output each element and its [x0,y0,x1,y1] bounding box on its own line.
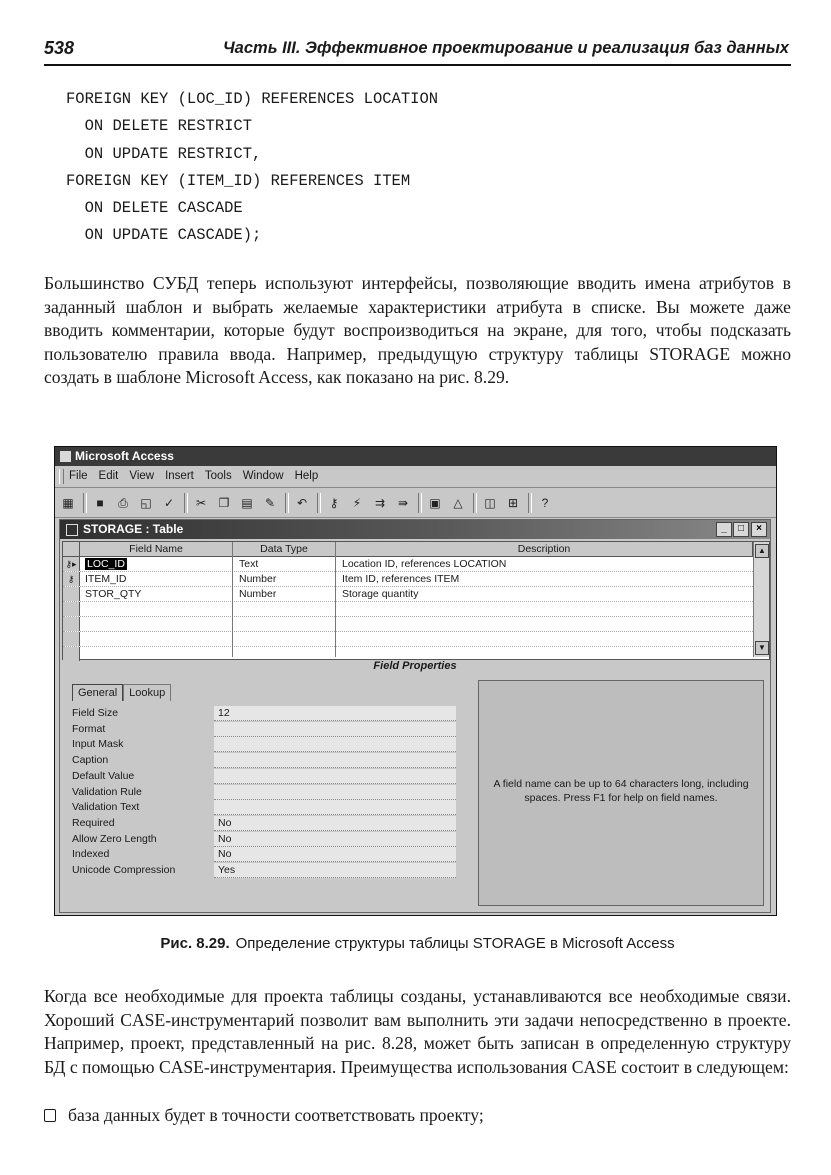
caption-label: Рис. 8.29. [160,935,230,952]
field-name-cell[interactable]: LOC_ID [87,558,125,570]
design-titlebar [60,520,770,539]
maximize-button[interactable]: □ [733,522,749,537]
sql-code-block [66,86,438,250]
paste-icon[interactable]: ▤ [241,495,253,510]
build-icon[interactable]: △ [453,495,463,510]
property-value[interactable]: Yes [214,863,456,878]
table-design-window [59,519,771,913]
checkbox-bullet-icon [44,1109,56,1122]
undo-icon[interactable]: ↶ [296,495,308,510]
table-icon [66,524,78,536]
row-selector [63,602,80,616]
app-titlebar [55,447,776,466]
copy-icon[interactable]: ❐ [218,495,230,510]
data-type-cell[interactable]: Number [239,573,277,585]
menu-grip-icon [59,469,64,484]
property-name: Allow Zero Length [72,832,157,845]
property-value[interactable] [214,800,456,815]
access-key-icon [60,451,71,462]
data-type-cell[interactable]: Number [239,588,277,600]
tab-lookup[interactable]: Lookup [123,684,171,701]
code-line: FOREIGN KEY (ITEM_ID) REFERENCES ITEM [66,171,411,190]
code-line: ON DELETE RESTRICT [66,117,253,136]
toolbar-separator [473,493,477,513]
toolbar-separator [184,493,188,513]
print-preview-icon[interactable]: ◱ [140,495,152,510]
property-value[interactable] [214,753,456,768]
code-line: ON UPDATE RESTRICT, [66,144,262,163]
close-button[interactable]: × [751,522,767,537]
field-name-cell[interactable]: ITEM_ID [85,573,127,585]
tab-general[interactable]: General [72,684,123,701]
save-icon[interactable]: ■ [96,495,104,510]
description-cell[interactable]: Item ID, references ITEM [342,573,460,585]
menu-insert[interactable]: Insert [165,470,194,482]
code-line: FOREIGN KEY (LOC_ID) REFERENCES LOCATION [66,90,439,108]
header-data-type: Data Type [233,542,336,557]
empty-row[interactable] [63,632,753,647]
body-paragraph-2: Когда все необходимые для проекта таблицы созданы, устанавливаются все необходимые связи. Хороший CASE-инструментарий позволит вам выполнить эти задачи непосредственно в проекте. Например, проект, представленный на рис. 8.28, может быть записан в определенную структуру БД с помощью CASE-инструментария. Преимущества использования CASE состоит в следующем: [44,986,791,1077]
property-name: Default Value [72,769,135,782]
bullet-text: база данных будет в точности соответствовать проекту; [68,1105,484,1125]
primary-key-icon[interactable]: ⚷ [329,495,339,510]
header-description: Description [336,542,753,557]
row-selector [63,617,80,631]
column-divider [335,542,336,657]
property-name: Input Mask [72,738,124,751]
figure-caption [44,935,791,952]
row-selector [63,647,80,661]
property-row [72,753,462,769]
table-row[interactable] [63,587,753,602]
menu-window[interactable]: Window [242,470,284,482]
property-name: Required [72,816,115,829]
property-value[interactable] [214,769,456,784]
header-field-name: Field Name [80,542,233,557]
property-row [72,800,462,816]
vertical-scrollbar[interactable] [753,542,769,657]
property-value[interactable]: No [214,816,456,831]
field-properties-pane [68,678,468,904]
primary-key-icon: ⚷ [63,572,80,586]
description-cell[interactable]: Location ID, references LOCATION [342,558,507,570]
menu-file[interactable]: File [69,470,88,482]
property-name: Validation Rule [72,785,142,798]
menu-tools[interactable]: Tools [204,470,232,482]
property-row [72,785,462,801]
cut-icon[interactable]: ✂ [195,495,207,510]
minimize-button[interactable]: _ [716,522,732,537]
bullet-item [44,1104,484,1128]
toolbar-separator [317,493,321,513]
property-row [72,863,462,879]
data-type-cell[interactable]: Text [239,558,259,570]
scroll-down-icon[interactable]: ▼ [755,641,769,655]
body-paragraph-1: Большинство СУБД теперь используют интерфейсы, позволяющие вводить имена атрибутов в заданный шаблон и выбрать желаемые характеристики атрибута в списке. Вы можете даже вводить комментарии, которые будут воспроизводиться на экране, для того, чтобы подсказать пользователю правила ввода. Например, предыдущую структуру таблицы STORAGE можно создать в шаблоне Microsoft Access, как показано на рис. 8.29. [44,273,791,387]
toolbar-separator [285,493,289,513]
header-rule [44,64,791,66]
app-title: Microsoft Access [75,449,174,463]
property-row [72,722,462,738]
database-window-icon[interactable]: ◫ [484,495,496,510]
toolbar-separator [528,493,532,513]
toolbar [55,488,777,518]
field-name-cell[interactable]: STOR_QTY [85,588,142,600]
property-name: Indexed [72,848,110,861]
code-line: ON DELETE CASCADE [66,199,243,218]
property-value[interactable]: No [214,832,456,847]
page-number: 538 [44,38,75,58]
column-divider [232,542,233,657]
table-row[interactable] [63,557,753,572]
property-row [72,847,462,863]
table-row[interactable] [63,572,753,587]
property-value[interactable] [214,785,456,800]
property-value[interactable]: 12 [214,706,456,721]
menu-edit[interactable]: Edit [98,470,119,482]
view-icon[interactable]: ▦ [62,495,74,510]
properties-list [68,702,468,902]
description-cell[interactable]: Storage quantity [342,588,419,600]
menu-view[interactable]: View [129,470,155,482]
running-title: Часть III. Эффективное проектирование и реализация баз данных [223,39,789,57]
grid-corner [63,542,80,557]
new-object-icon[interactable]: ⊞ [507,495,519,510]
property-name: Caption [72,754,109,767]
field-properties-label: Field Properties [373,660,457,672]
menu-help[interactable]: Help [294,470,319,482]
format-painter-icon[interactable]: ✎ [264,495,276,510]
row-selector [63,587,80,601]
toolbar-separator [83,493,87,513]
caption-text: Определение структуры таблицы STORAGE в Microsoft Access [235,935,675,952]
delete-rows-icon[interactable]: ⇛ [397,495,409,510]
field-grid [62,541,770,660]
property-value[interactable]: No [214,847,456,862]
property-name: Format [72,722,106,735]
access-screenshot [54,446,777,916]
property-name: Validation Text [72,801,140,814]
scroll-up-icon[interactable]: ▲ [755,544,769,558]
properties-tabs [72,684,171,701]
spelling-icon[interactable]: ✓ [163,495,175,510]
property-row [72,816,462,832]
help-icon[interactable]: ? [541,495,549,510]
menu-bar [55,466,776,488]
indexes-icon[interactable]: ⚡ [352,495,362,510]
property-name: Unicode Compression [72,864,176,876]
property-row [72,769,462,785]
row-selector [63,632,80,646]
empty-row[interactable] [63,602,753,617]
property-value[interactable] [214,722,456,737]
property-row [72,706,462,722]
hint-pane [478,680,764,906]
toolbar-separator [418,493,422,513]
empty-row[interactable] [63,647,753,661]
empty-row[interactable] [63,617,753,632]
property-value[interactable] [214,737,456,752]
insert-rows-icon[interactable]: ⇉ [374,495,386,510]
hint-text: A field name can be up to 64 characters long, including spaces. Press F1 for help on field names. [493,778,749,804]
property-name: Field Size [72,707,119,719]
code-line: ON UPDATE CASCADE); [66,226,262,245]
property-row [72,832,462,848]
property-row [72,737,462,753]
print-icon[interactable]: ⎙ [118,495,128,510]
properties-icon[interactable]: ▣ [429,495,441,510]
primary-key-icon: ⚷▸ [63,557,80,571]
design-title: STORAGE : Table [83,522,184,536]
